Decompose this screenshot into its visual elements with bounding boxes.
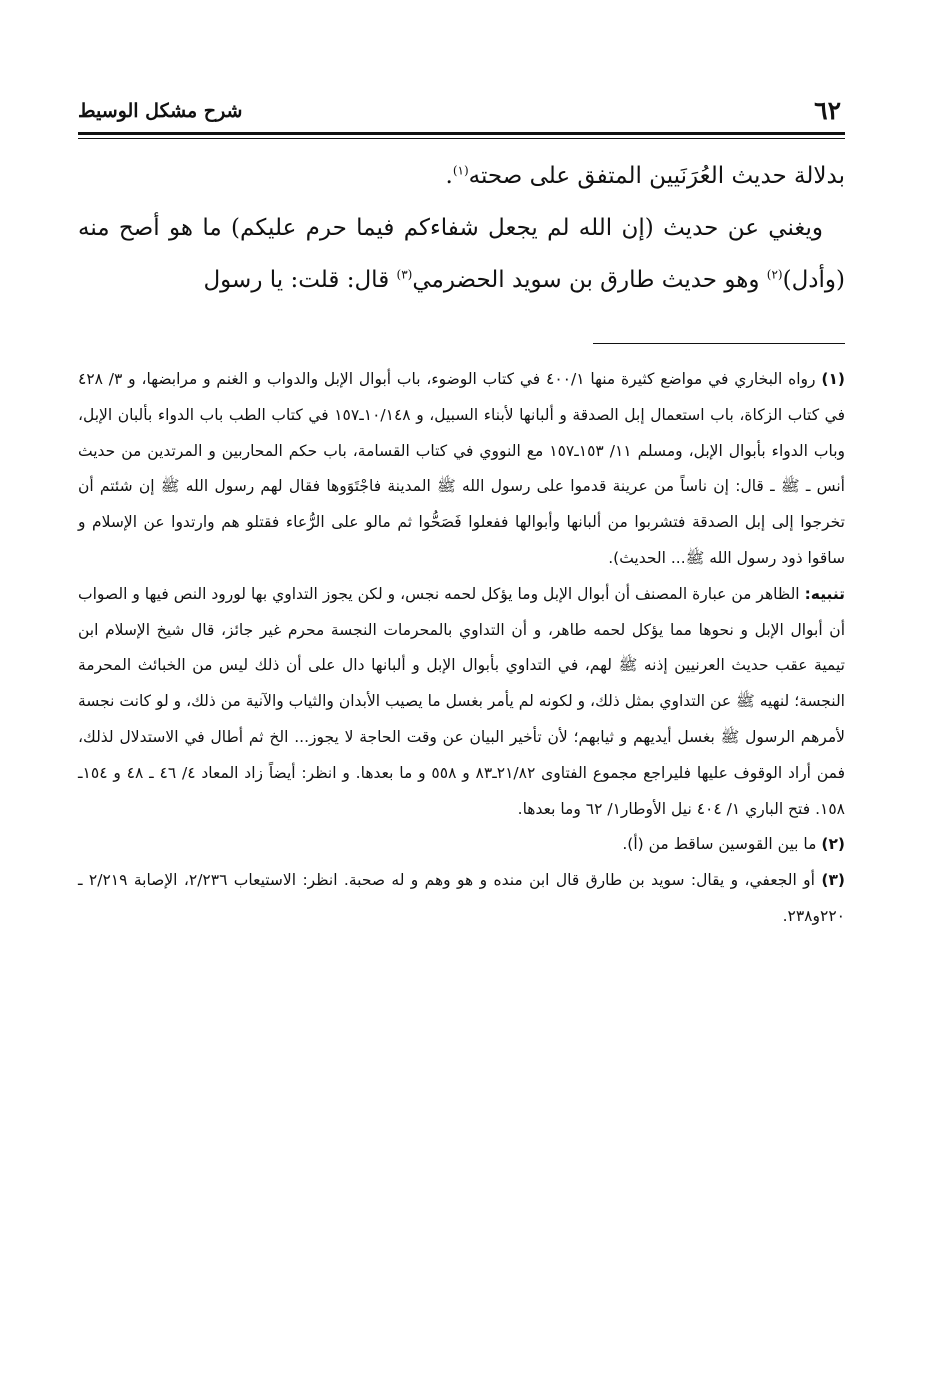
footnote-ref-1: (١) (452, 163, 469, 178)
footnote-text: أو الجعفي، و يقال: سويد بن طارق قال ابن منده و هو وهم و له صحبة. انظر: الاستيعاب ٢/٢٣٦، الإصابة ٢/٢١٩ ـ ٢٢٠و٢٣٨. (78, 871, 845, 925)
footnote-3 (78, 863, 845, 935)
text-segment: قال: قلت: يا رسول (203, 267, 397, 293)
running-title: شرح مشكل الوسيط (78, 100, 243, 122)
footnote-text: الظاهر من عبارة المصنف أن أبوال الإبل وما يؤكل لحمه نجس، و لكن يجوز التداوي بها لورود النص فيها و الصواب أن أبوال الإبل و نحوها مما يؤكل لحمه طاهر، و أن التداوي بالمحرمات النجسة محرم غير جائز، قال شيخ الإسلام ابن تيمية عقب حديث العرنيين إذنه ﷺ لهم، في التداوي بأبوال الإبل و ألبانها دال على أن ذلك ليس من الخبائث المحرمة النجسة؛ لنهيه ﷺ عن التداوي بمثل ذلك، و لكونه لم يأمر بغسل ما يصيب الأبدان والثياب والآنية من ذلك، و لو كانت نجسة لأمرهم الرسول ﷺ بغسل أيديهم و ثيابهم؛ لأن تأخير البيان عن وقت الحاجة لا يجوز... الخ ثم أطال في الاستدلال لذلك، فمن أراد الوقوف عليها فليراجع مجموع الفتاوى ٢١/٨٢ـ٨٣ و ٥٥٨ و ما بعدها. و انظر: أيضاً زاد المعاد ٤/ ٤٦ ـ ٤٨ و ١٥٤ـ ١٥٨. فتح الباري ١/ ٤٠٤ نيل الأوطار١/ ٦٢ وما بعدها. (78, 584, 845, 818)
header-rule (78, 132, 845, 135)
text-segment: بدلالة حديث العُرَنَيين المتفق على صحته (468, 163, 845, 189)
footnote-label: تنبيه: (804, 584, 845, 603)
footnote-label: (١) (821, 370, 846, 388)
footnote-label: (٢) (821, 835, 845, 854)
footnote-ref-3: (٣) (396, 267, 413, 282)
page-header (78, 96, 845, 132)
footnote-separator (593, 343, 845, 344)
footnote-text: ما بين القوسين ساقط من (أ). (622, 835, 817, 854)
main-text (78, 150, 845, 306)
paragraph-1 (78, 150, 845, 202)
book-page (78, 0, 845, 1373)
footnote-1 (78, 362, 845, 577)
footnote-2 (78, 827, 845, 863)
footnote-label: (٣) (821, 871, 846, 890)
paragraph-2 (78, 202, 845, 306)
footnote-text: رواه البخاري في مواضع كثيرة منها ٤٠٠/١ في كتاب الوضوء، باب أبوال الإبل والدواب و الغنم و مرابضها، و ٣/ ٤٢٨ في كتاب الزكاة، باب استعمال إبل الصدقة و ألبانها لأبناء السبيل، و ١٠/١٤٨ـ١٥٧ في كتاب الطب باب الدواء بألبان الإبل، وباب الدواء بأبوال الإبل، ومسلم ١١/ ١٥٣ـ١٥٧ مع النووي في كتاب القسامة، باب حكم المحاربين و المرتدين من حديث أنس ـ ﷺ ـ قال: إن ناساً من عرينة قدموا على رسول الله ﷺ المدينة فاجْتَوَوها فقال لهم رسول الله ﷺ إن شئتم أن تخرجوا إلى إبل الصدقة فتشربوا من ألبانها وأبوالها ففعلوا فَصَحُّوا ثم مالو على الرُّعاء فقتلو هم وارتدوا عن الإسلام و ساقوا ذود رسول الله ﷺ... الحديث). (78, 370, 846, 567)
header-rule-thin (78, 138, 845, 139)
text-segment: وهو حديث طارق بن سويد الحضرمي (412, 267, 767, 293)
footnotes (78, 362, 845, 935)
footnote-ref-2: (٢) (766, 267, 783, 282)
footnote-note (78, 577, 845, 828)
page-number: ٦٢ (814, 96, 841, 125)
text-segment: . (445, 163, 453, 189)
text-segment: ويغني عن حديث (إن الله لم يجعل شفاءكم فيما حرم عليكم) ما هو أصح منه (وأدل) (78, 215, 845, 293)
